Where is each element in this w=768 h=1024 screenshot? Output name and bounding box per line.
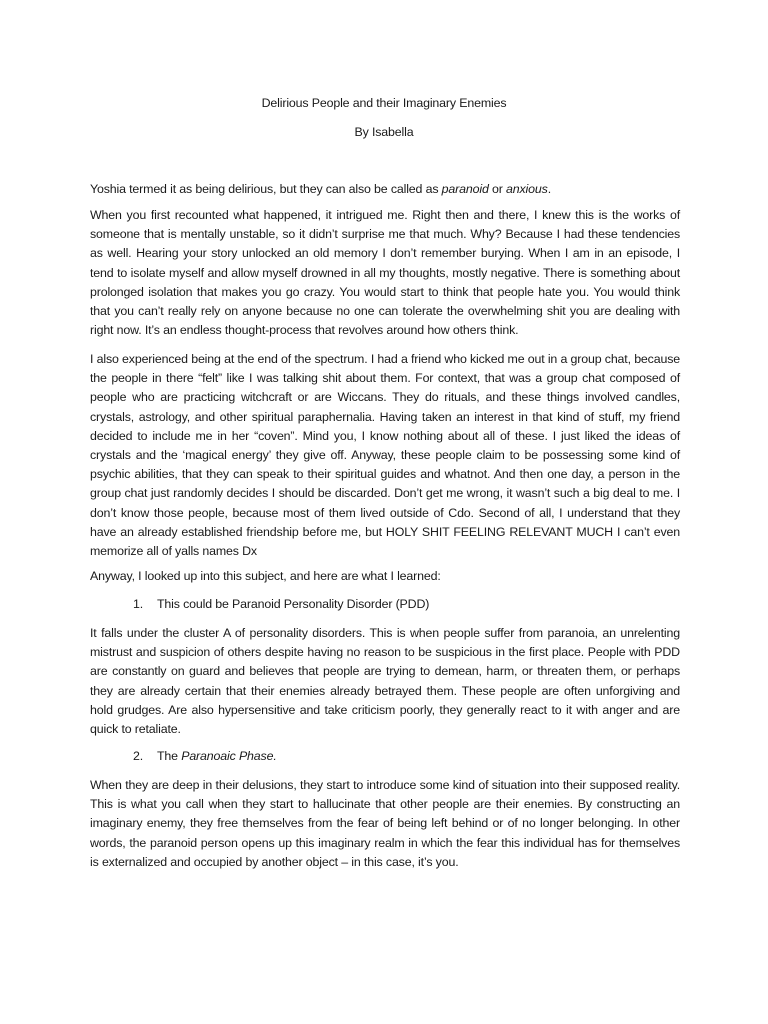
intro-word-paranoid: paranoid [441,182,489,196]
paragraph-3: Anyway, I looked up into this subject, and here are what I learned: [90,569,441,583]
list-number-2: 2. [133,749,144,763]
list-number-1: 1. [133,597,144,611]
intro-text-3: or [488,182,507,196]
list-heading-1 [133,595,429,614]
document-title: Delirious People and their Imaginary Enemies [261,96,507,110]
list-heading-1-text: This could be Paranoid Personality Disorder (PDD) [157,597,430,611]
paragraph-2: I also experienced being at the end of the spectrum. I had a friend who kicked me out in a group chat, because the people in there “felt” like I was talking shit about them. For context, that was a group chat composed of people who are practicing witchcraft or are Wiccans. They do rituals, and these things involved candles, crystals, astrology, and other spiritual paraphernalia. Having taken an interest in that kind of stuff, my friend decided to include me in her “coven”. Mind you, I know nothing about all of these. I just liked the ideas of crystals and the ‘magical energy’ they give off. Anyway, these people claim to be possessing some kind of psychic abilities, that they can speak to their spiritual guides and whatnot. And then one day, a person in the group chat just randomly decides I should be discarded. Don’t get me wrong, it wasn’t such a big deal to me. I don’t know those people, because most of them lived outside of Cdo. Second of all, I understand that they have an already established friendship before me, but HOLY SHIT FEELING RELEVANT MUCH I can’t even memorize all of yalls names Dx [90,352,680,559]
intro-text-1: Yoshia termed it as being [90,182,229,196]
list-heading-2-prefix: The [157,749,182,763]
intro-word-delirious: delirious [228,182,274,196]
intro-word-anxious: anxious [506,182,548,196]
intro-paragraph [90,180,680,199]
paragraph-1: When you first recounted what happened, it intrigued me. Right then and there, I knew this is the works of someone that is mentally unstable, so it didn’t surprise me that much. Why? Because I had these tendencies as well. Hearing your story unlocked an old memory I don’t remember burying. When I am in an episode, I tend to isolate myself and allow myself drowned in all my thoughts, mostly negative. There is something about prolonged isolation that makes you go crazy. You would start to think that people hate you. You would think that you can’t really rely on anyone because no one can tolerate the overwhelming shit you are dealing with right now. It’s an endless thought-process that revolves around how others think. [90,208,680,338]
list-heading-2 [133,747,277,766]
paragraph-4: It falls under the cluster A of personality disorders. This is when people suffer from paranoia, an unrelenting mistrust and suspicion of others despite having no reason to be suspicious in the first place. People with PDD are constantly on guard and believes that people are trying to demean, harm, or threaten them, or perhaps they are already certain that their enemies already betrayed them. These people are often unforgiving and hold grudges. Are also hypersensitive and take criticism poorly, they generally react to it with anger and are quick to retaliate. [90,626,680,737]
list-heading-2-italic: Paranoaic Phase. [181,749,277,763]
intro-text-2: , but they can also be called as [273,182,442,196]
intro-text-4: . [547,182,551,196]
document-author: By Isabella [354,125,414,139]
paragraph-5: When they are deep in their delusions, they start to introduce some kind of situation into their supposed reality. This is what you call when they start to hallucinate that other people are their enemies. By constructing an imaginary enemy, they free themselves from the fear of being left behind or of no longer belonging. In other words, the paranoid person opens up this imaginary realm in which the fear this individual has for themselves is externalized and occupied by another object – in this case, it’s you. [90,778,680,869]
